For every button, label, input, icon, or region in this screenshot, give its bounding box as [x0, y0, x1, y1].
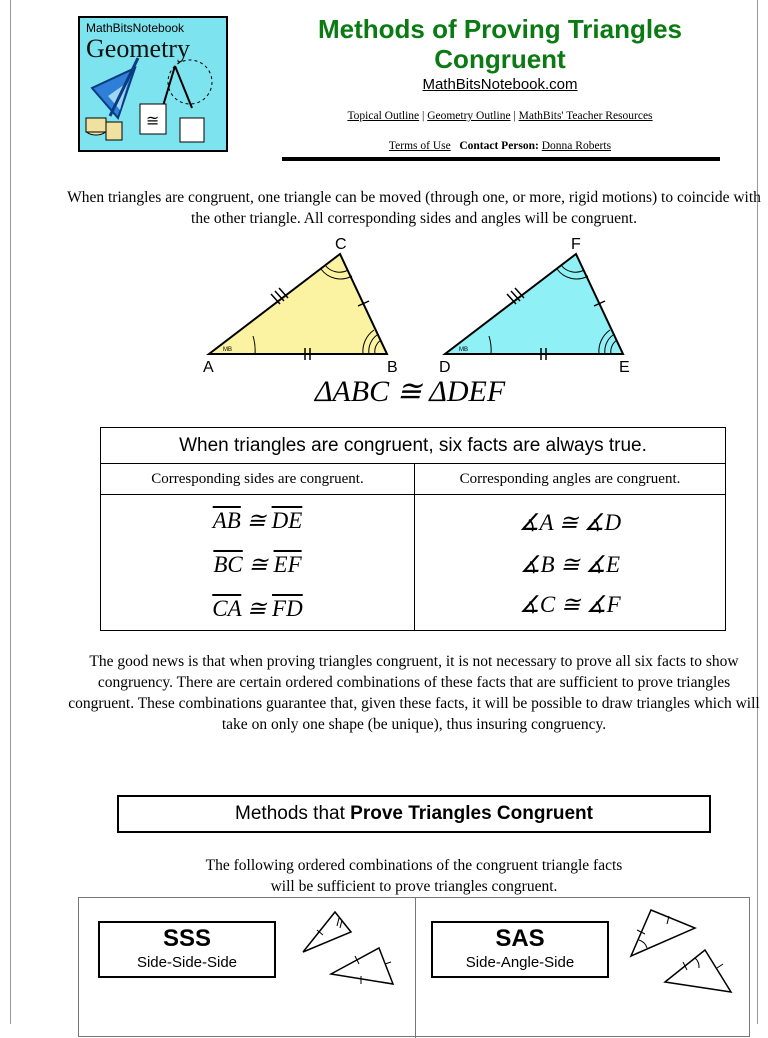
angles-column-header: Corresponding angles are congruent. [415, 464, 725, 495]
mathbits-geometry-logo[interactable] [78, 16, 228, 152]
sss-triangles-icon [299, 908, 399, 988]
congruent-symbol: ≅ [240, 508, 272, 533]
nav-separator: | [510, 110, 519, 122]
vertex-d-label: D [439, 359, 451, 376]
vertex-f-label: F [571, 236, 581, 253]
svg-text:≅: ≅ [146, 111, 160, 130]
page-title-line2: Congruent [434, 44, 566, 74]
contact-person-link[interactable]: Donna Roberts [541, 140, 612, 152]
page-title-line1: Methods of Proving Triangles [317, 14, 683, 44]
methods-heading-box [117, 795, 711, 833]
nav-topical-outline-link[interactable]: Topical Outline [347, 110, 420, 122]
nav-separator: | [419, 110, 428, 122]
logo-geometry-text: Geometry [86, 34, 190, 63]
vertex-e-label: E [619, 359, 630, 376]
side-bc: $\overline{BC}$ [213, 552, 243, 577]
side-fact-1 [101, 508, 414, 534]
intro-paragraph: When triangles are congruent, one triangle can be moved (through one, or more, rigid motions) to coincide with the other triangle. All corresponding sides and angles will be congruent. [67, 189, 761, 227]
terms-of-use-link[interactable]: Terms of Use [388, 140, 451, 152]
side-fact-2 [101, 552, 414, 578]
methods-subtitle [66, 855, 762, 897]
vertex-b-label: B [387, 359, 398, 376]
congruent-triangles-figure [195, 232, 645, 378]
angle-fact-1: ∡A ≅ ∡D [518, 510, 622, 535]
methods-heading-plain: Methods that [235, 803, 351, 824]
triangle-def [445, 254, 623, 354]
methods-grid-divider [415, 898, 416, 1038]
methods-grid [78, 897, 750, 1037]
contact-line [280, 140, 720, 152]
nav-geometry-outline-link[interactable]: Geometry Outline [427, 110, 511, 122]
contact-label: Contact Person: [459, 140, 539, 152]
good-news-paragraph: The good news is that when proving triangles congruent, it is not necessary to prove all six facts to show congruency. There are certain ordered combinations of these facts that are sufficient to prove triangles congruent. These combinations guarantee that, given these facts, it will be possible to draw triangles which will take on only one shape (be unique), thus insuring congruency. [68, 653, 760, 733]
site-home-link[interactable]: MathBitsNotebook.com [422, 76, 578, 93]
side-de: $\overline{DE}$ [271, 508, 303, 533]
method-card-sss[interactable] [98, 921, 276, 978]
header-divider [282, 157, 720, 161]
sides-column-header: Corresponding sides are congruent. [101, 464, 414, 495]
side-ef: $\overline{EF}$ [273, 552, 302, 577]
methods-subtitle-line1: The following ordered combinations of the congruent triangle facts [205, 857, 623, 874]
side-ab: $\overline{AB}$ [212, 508, 241, 533]
side-ca: $\overline{CA}$ [212, 596, 242, 621]
method-card-sas[interactable] [431, 921, 609, 978]
six-facts-title: When triangles are congruent, six facts are always true. [101, 428, 725, 464]
congruent-symbol: ≅ [242, 552, 274, 577]
logo-brand-text: MathBitsNotebook [86, 21, 185, 35]
method-sas-name: Side-Angle-Side [465, 954, 575, 971]
triangle-abc [209, 254, 387, 354]
methods-subtitle-line2: will be sufficient to prove triangles congruent. [270, 878, 558, 895]
side-fact-3 [101, 596, 414, 622]
triangle-def-mark: MB [459, 347, 468, 353]
congruent-symbol: ≅ [241, 596, 273, 621]
method-sas-abbr: SAS [495, 925, 545, 952]
nav-teacher-resources-link[interactable]: MathBits' Teacher Resources [518, 110, 653, 122]
six-facts-table [100, 427, 726, 631]
methods-heading-bold: Prove Triangles Congruent [350, 803, 593, 824]
congruence-statement: ΔABC ≅ ΔDEF [314, 375, 506, 408]
vertex-a-label: A [203, 359, 214, 376]
page-title [280, 14, 720, 74]
triangle-abc-mark: MB [223, 347, 232, 353]
angle-fact-2: ∡B ≅ ∡E [519, 552, 621, 577]
side-fd: $\overline{FD}$ [272, 596, 303, 621]
method-sss-name: Side-Side-Side [136, 954, 238, 971]
nav-links [280, 110, 720, 122]
method-sss-abbr: SSS [162, 925, 212, 952]
sas-triangles-icon [625, 906, 735, 996]
angle-fact-3: ∡C ≅ ∡F [519, 592, 621, 617]
vertex-c-label: C [335, 236, 347, 253]
